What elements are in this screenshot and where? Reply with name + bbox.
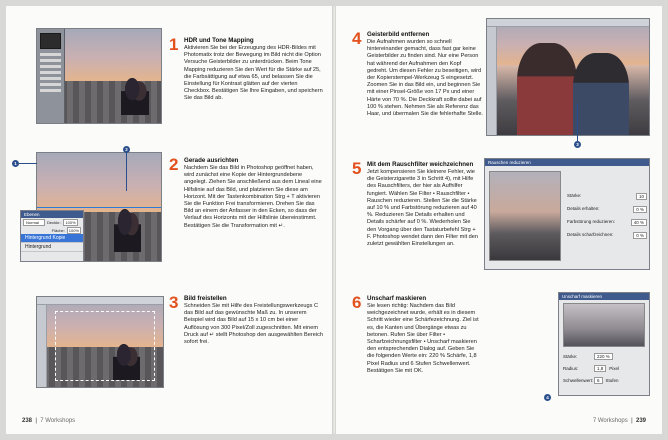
unsharp-field-radius-label: Radius: — [563, 366, 579, 371]
photomatix-settings-panel — [37, 29, 65, 124]
crop-screenshot — [36, 296, 164, 388]
step-1-number: 1 — [169, 35, 179, 54]
step-4-number: 4 — [352, 29, 362, 48]
step-1-title: HDR und Tone Mapping — [184, 37, 254, 44]
noise-reduction-dialog — [484, 158, 650, 270]
noise-field-sharpen-value[interactable]: 0 % — [633, 232, 647, 239]
layers-panel — [20, 210, 84, 262]
left-page-number: 238 — [22, 418, 33, 424]
unsharp-preview — [563, 303, 645, 347]
noise-preview — [489, 171, 561, 261]
layer-row-background-copy[interactable]: Hintergrund Kopie — [21, 234, 83, 243]
callout-3: 3 — [574, 141, 581, 148]
step-3-number: 3 — [169, 293, 179, 312]
right-footer: 7 Workshops | 239 — [592, 418, 646, 424]
noise-field-color-label: Farbstörung reduzieren: — [567, 219, 616, 224]
unsharp-field-radius-value[interactable]: 1,8 — [594, 365, 606, 372]
photoshop-toolbox — [487, 27, 497, 135]
step-6-body: Sie lesen richtig: Nachdem das Bild weichgezeichnet wurde, erhält es in diesem Schritt wieder eine Schärfezeichnung. Ziel ist es, die Kanten und Übergänge etwas zu betonen. Rufen Sie über Filter • Scharfzeichnungsfilter • Unscharf maskieren den entsprechenden Dialog auf. Geben Sie die folgenden Werte ein: 220 % Schärfe, 1,8 Pixel Radius und 6 Stufen Schwellenwert. Bestätigen Sie mit OK. — [367, 303, 479, 374]
step-1-body: Aktivieren Sie bei der Erzeugung des HDR-Bildes mit Photomatix trotz der Bewegung im Bild nicht die Option Versuche Geisterbilder zu unterdrücken. Beim Tone Mapping reduzieren Sie den Wert für die Stärke auf 25, die Farbsättigung auf etwa 65, und belassen Sie die Einstellung für Kontrast glätten auf der vierten Checkbox. Bestätigen Sie Ihre Eingaben, und speichern Sie das Bild ab. — [184, 45, 323, 102]
right-page-number: 239 — [635, 418, 646, 424]
noise-field-details-label: Details erhalten: — [567, 206, 600, 211]
fill-label: Fläche: — [51, 227, 65, 233]
step-6-number: 6 — [352, 293, 362, 312]
tone-mapping-screenshot — [36, 28, 162, 124]
step-2-number: 2 — [169, 155, 179, 174]
noise-field-details-value[interactable]: 0 % — [633, 206, 647, 213]
callout-1: 1 — [12, 160, 19, 167]
unsharp-field-amount-value[interactable]: 220 % — [594, 353, 613, 360]
unsharp-mask-dialog — [558, 292, 650, 396]
noise-field-strength-value[interactable]: 10 — [636, 193, 647, 200]
step-3-body: Schneiden Sie mit Hilfe des Freistellungswerkzeugs C das Bild auf das gewünschte Maß zu. In unserem Beispiel wird das Bild auf 15 x 10 cm bei einer Auflösung von 300 Pixel/Zoll zugeschnitten. Mit einem Druck auf ↵ stellt Photoshop den ausgewählten Bereich sofort frei. — [184, 303, 324, 346]
horizon-guide-line — [37, 207, 161, 208]
step-5-number: 5 — [352, 159, 362, 178]
left-chapter-label: 7 Workshops — [40, 418, 76, 424]
blend-mode-select[interactable]: Normal — [23, 219, 45, 226]
left-page — [6, 6, 332, 434]
right-chapter-label: 7 Workshops — [592, 418, 628, 424]
opacity-value[interactable]: 100% — [65, 219, 76, 225]
step-6-title: Unscharf maskieren — [367, 295, 427, 302]
unsharp-field-radius-unit: Pixel — [609, 366, 620, 371]
opacity-label: Deckkr.: — [47, 219, 62, 225]
unsharp-dialog-title: Unscharf maskieren — [559, 293, 649, 300]
callout-1-leader — [19, 163, 37, 164]
noise-dialog-title: Rauschen reduzieren — [485, 159, 649, 166]
clone-stamp-screenshot — [486, 18, 650, 136]
crop-selection-rect — [55, 311, 155, 381]
callout-2-leader — [126, 153, 127, 191]
photoshop-options-bar — [37, 297, 163, 305]
left-footer: 238 | 7 Workshops — [22, 418, 76, 424]
fill-value[interactable]: 100% — [68, 227, 79, 233]
unsharp-field-threshold-label: Schwellenwert: — [563, 378, 594, 383]
step-4-title: Geisterbild entfernen — [367, 31, 430, 38]
step-3-title: Bild freistellen — [184, 295, 227, 302]
step-2-body: Nachdem Sie das Bild in Photoshop geöffnet haben, wird zunächst eine Kopie der Hintergrundebene angelegt. Ziehen Sie anschließend aus dem Lineal eine Hilfslinie auf das Bild, und platzieren Sie diese am Horizont. Mit der Tastenkombination Strg + T aktivieren Sie die Funktion Frei transformieren. Drehen Sie das Bild an einem der Anfasser in den Ecken, so dass der Verlauf des Horizonts mit der Hilfslinie übereinstimmt. Bestätigen Sie die Transformation mit ↵. — [184, 165, 322, 229]
photo-sky — [37, 153, 161, 212]
unsharp-field-threshold-value[interactable]: 6 — [594, 377, 603, 384]
person-close-up — [517, 43, 577, 136]
callout-2: 2 — [123, 146, 130, 153]
step-5-title: Mit dem Rauschfilter weichzeichnen — [367, 161, 474, 168]
callout-3-leader — [577, 104, 578, 141]
photo-people — [114, 209, 141, 252]
step-4-body: Die Aufnahmen wurden so schnell hintereinander gemacht, dass fast gar keine Geisterbilder zu finden sind. Nur eine Person hat während der Aufnahmen den Kopf gedreht. Um diesen Fehler zu beseitigen, wird der Kopierstempel-Werkzeug S eingesetzt. Zoomen Sie in das Bild ein, und beginnen Sie mit einer Pinsel-Größe von 17 Px und einer Härte von 70 %. Die Deckkraft sollte dabei auf 100 % stehen. Nehmen Sie als Referenz das Haar, und übermalen Sie die fehlerhafte Stelle. — [367, 39, 483, 118]
photoshop-toolbox — [37, 305, 47, 387]
unsharp-field-amount-label: Stärke: — [563, 354, 578, 359]
person-close-up-2 — [573, 53, 629, 136]
right-page — [336, 6, 662, 434]
layers-panel-title: Ebenen — [21, 211, 83, 218]
step-2-title: Gerade ausrichten — [184, 157, 239, 164]
noise-field-strength-label: Stärke: — [567, 193, 582, 198]
step-5-body: Jetzt kompensieren Sie kleinere Fehler, wie die Geisterzigarette 3 in Schritt 4), mit Hilfe des Rauschfilters, der hier als Aufhilfer fungiert. Wählen Sie Filter • Rauschfilter • Rauschen reduzieren. Stellen Sie die Stärke auf 10 % und Farbstörung reduzieren auf 40 %. Reduzieren Sie Details erhalten und Details schärfer auf 0 %. Wiederholen Sie den Vorgang über den Tastaturbefehl Strg + F. Photoshop wendet dann den Filter mit den zuletzt gewählten Einstellungen an. — [367, 169, 479, 248]
photo-people — [121, 78, 148, 116]
layer-row-background[interactable]: Hintergrund — [21, 243, 83, 252]
unsharp-field-threshold-unit: Stufen — [605, 378, 619, 383]
noise-field-color-value[interactable]: 40 % — [631, 219, 647, 226]
noise-field-sharpen-label: Details scharfzeichnen: — [567, 232, 614, 237]
callout-4: 4 — [544, 394, 551, 401]
photoshop-options-bar — [487, 19, 649, 27]
